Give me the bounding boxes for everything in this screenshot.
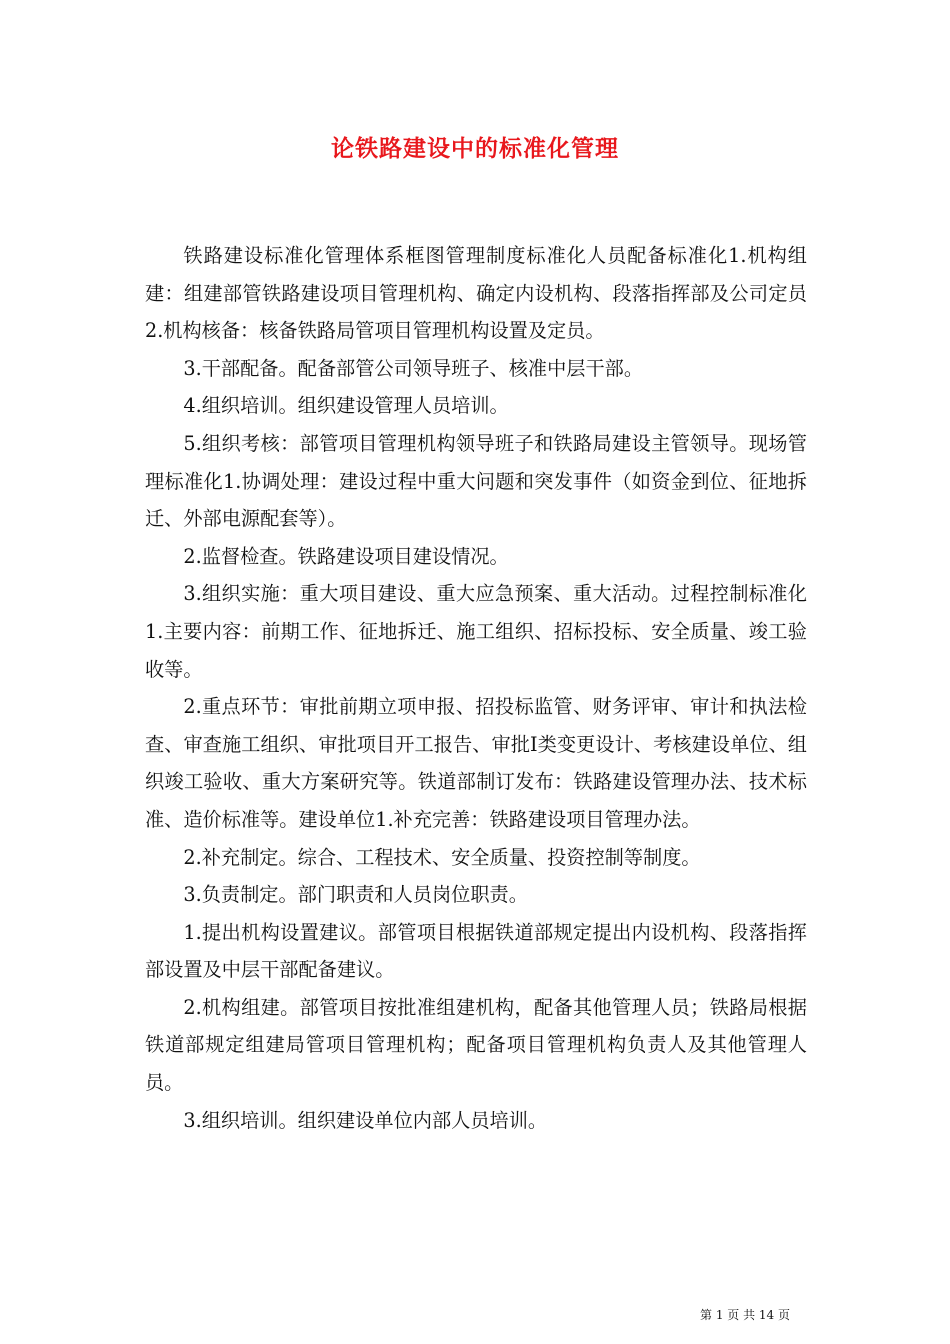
- paragraph: 铁路建设标准化管理体系框图管理制度标准化人员配备标准化1.机构组建：组建部管铁路建设项目管理机构、确定内设机构、段落指挥部及公司定员2.机构核备：核备铁路局管项目管理机构设置及定员。: [145, 244, 807, 343]
- paragraph: 3.组织培训。组织建设单位内部人员培训。: [183, 1108, 548, 1132]
- paragraph: 1.提出机构设置建议。部管项目根据铁道部规定提出内设机构、段落指挥部设置及中层干部配备建议。: [145, 920, 807, 982]
- paragraph: 4.组织培训。组织建设管理人员培训。: [183, 394, 509, 418]
- paragraph: 2.补充制定。综合、工程技术、安全质量、投资控制等制度。: [183, 845, 701, 869]
- paragraph: 3.组织实施：重大项目建设、重大应急预案、重大活动。过程控制标准化1.主要内容：前期工作、征地拆迁、施工组织、招标投标、安全质量、竣工验收等。: [145, 582, 807, 681]
- paragraph: 2.重点环节：审批前期立项申报、招投标监管、财务评审、审计和执法检查、审查施工组织、审批项目开工报告、审批Ⅰ类变更设计、考核建设单位、组织竣工验收、重大方案研究等。铁道部制订发布：铁路建设管理办法、技术标准、造价标准等。建设单位1.补充完善：铁路建设项目管理办法。: [145, 695, 807, 831]
- paragraph: 3.干部配备。配备部管公司领导班子、核准中层干部。: [183, 356, 644, 380]
- paragraph: 3.负责制定。部门职责和人员岗位职责。: [183, 883, 528, 907]
- paragraph: 2.监督检查。铁路建设项目建设情况。: [183, 544, 509, 568]
- paragraph: 5.组织考核：部管项目管理机构领导班子和铁路局建设主管领导。现场管理标准化1.协调处理：建设过程中重大问题和突发事件（如资金到位、征地拆迁、外部电源配套等）。: [145, 431, 807, 531]
- document-title: 论铁路建设中的标准化管理: [331, 135, 619, 162]
- paragraph: 2.机构组建。部管项目按批准组建机构，配备其他管理人员；铁路局根据铁道部规定组建局管项目管理机构；配备项目管理机构负责人及其他管理人员。: [145, 995, 807, 1095]
- page-number: 第 1 页 共 14 页: [700, 1308, 790, 1322]
- document-body: [145, 237, 807, 1139]
